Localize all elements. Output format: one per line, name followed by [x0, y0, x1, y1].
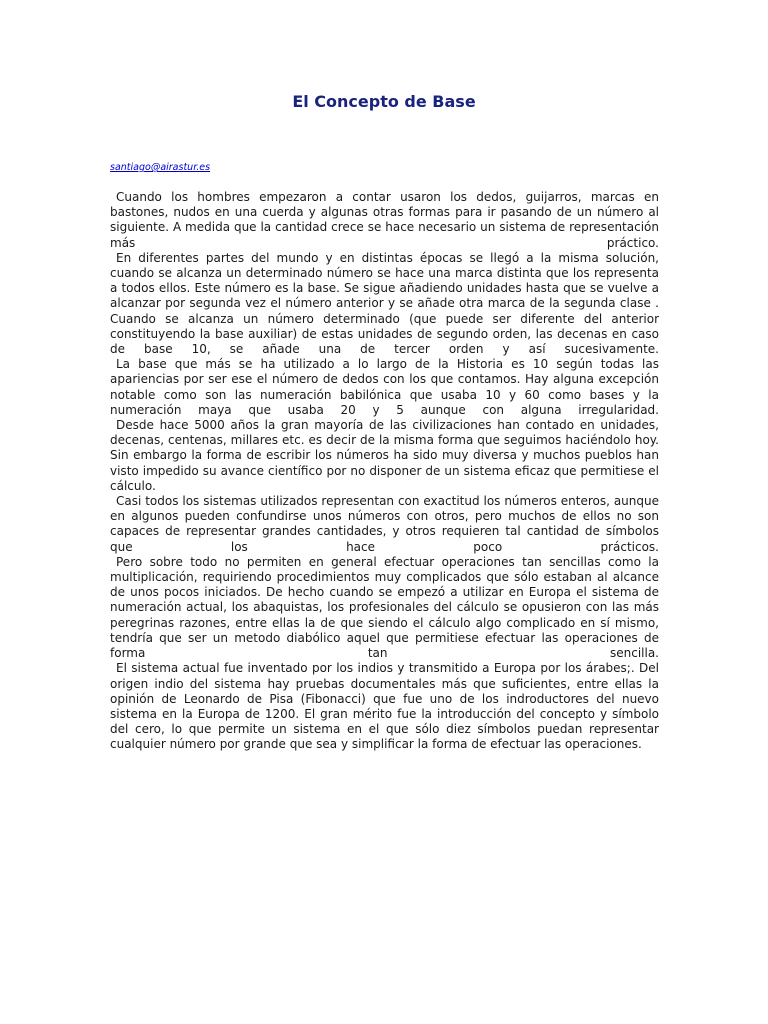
author-email-link[interactable]: santiago@airastur.es — [110, 162, 211, 173]
page-title: El Concepto de Base — [292, 92, 476, 111]
paragraph-1: Cuando los hombres empezaron a contar usaron los dedos, guijarros, marcas en bastones, nudos en una cuerda y algunas otras formas para ir pasando de un número al siguiente. A medida que la cantidad crece se hace necesario un sistema de representación más práctico. — [110, 190, 659, 250]
document-body — [110, 190, 659, 753]
paragraph-6: Pero sobre todo no permiten en general efectuar operaciones tan sencillas como la multiplicación, requiriendo procedimientos muy complicados que sólo estaban al alcance de unos pocos iniciados. De hecho cuando se empezó a utilizar en Europa el sistema de numeración actual, los abaquistas, los profesionales del cálculo se opusieron con las más peregrinas razones, entre ellas la de que siendo el cálculo algo complicado en sí mismo, tendría que ser un metodo diabólico aquel que permitiese efectuar las operaciones de forma tan sencilla. — [110, 554, 659, 661]
paragraph-2: En diferentes partes del mundo y en distintas épocas se llegó a la misma solución, cuando se alcanza un determinado número se hace una marca distinta que los representa a todos ellos. Este número es la base. Se sigue añadiendo unidades hasta que se vuelve a alcanzar por segunda vez el número anterior y se añade otra marca de la segunda clase . Cuando se alcanza un número determinado (que puede ser diferente del anterior constituyendo la base auxiliar) de estas unidades de segundo orden, las decenas en caso de base 10, se añade una de tercer orden y así sucesivamente. — [110, 250, 659, 357]
paragraph-4: Desde hace 5000 años la gran mayoría de las civilizaciones han contado en unidades, decenas, centenas, millares etc. es decir de la misma forma que seguimos haciéndolo hoy. Sin embargo la forma de escribir los números ha sido muy diversa y muchos pueblos han visto impedido su avance científico por no disponer de un sistema eficaz que permitiese el cálculo. — [110, 418, 659, 493]
paragraph-7: El sistema actual fue inventado por los indios y transmitido a Europa por los árabes;. Del origen indio del sistema hay pruebas documentales más que suficientes, entre ellas la opinión de Leonardo de Pisa (Fibonacci) que fue uno de los indroductores del nuevo sistema en la Europa de 1200. El gran mérito fue la introducción del concepto y símbolo del cero, lo que permite un sistema en el que sólo diez símbolos puedan representar cualquier número por grande que sea y simplificar la forma de efectuar las operaciones. — [110, 661, 659, 752]
paragraph-5: Casi todos los sistemas utilizados representan con exactitud los números enteros, aunque en algunos pueden confundirse unos números con otros, pero muchos de ellos no son capaces de representar grandes cantidades, y otros requieren tal cantidad de símbolos que los hace poco prácticos. — [110, 494, 659, 554]
paragraph-3: La base que más se ha utilizado a lo largo de la Historia es 10 según todas las apariencias por ser ese el número de dedos con los que contamos. Hay alguna excepción notable como son las numeración babilónica que usaba 10 y 60 como bases y la numeración maya que usaba 20 y 5 aunque con alguna irregularidad. — [110, 357, 659, 417]
